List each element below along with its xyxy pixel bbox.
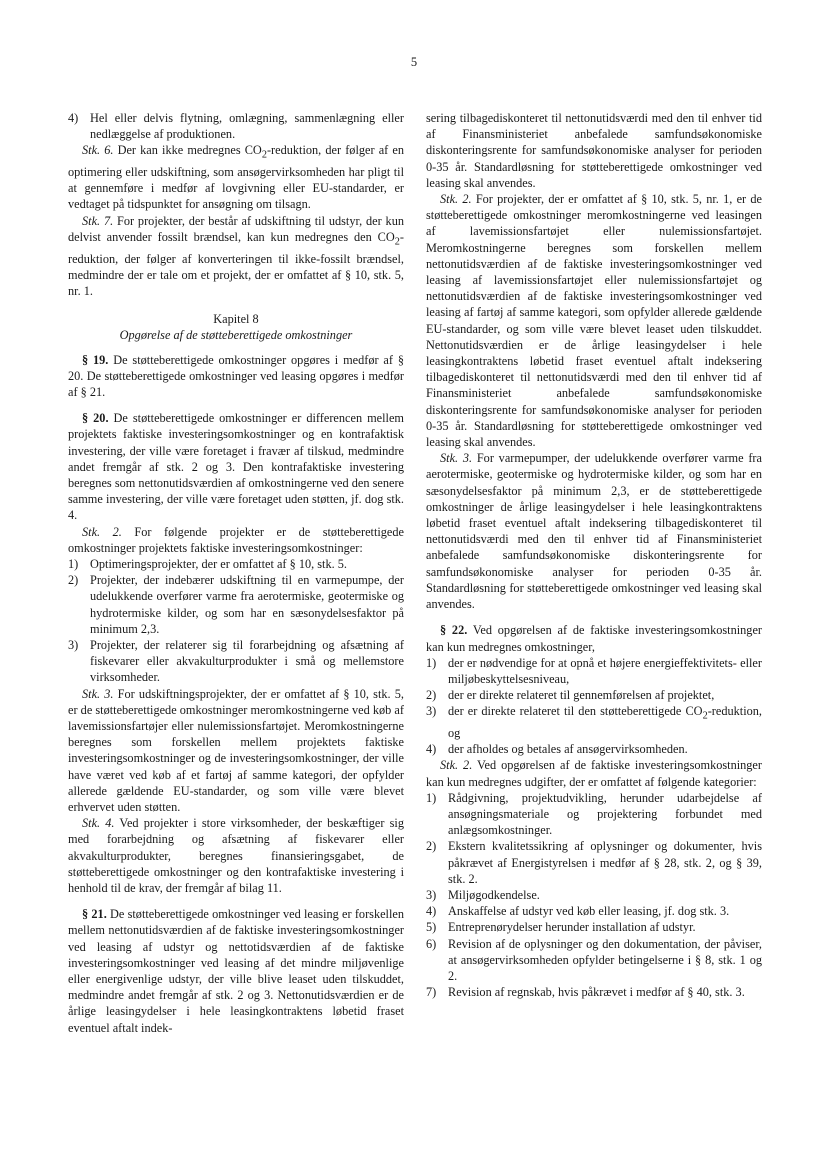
list-item: 4) der afholdes og betales af ansøgervirksomheden. (426, 742, 688, 757)
section-21: § 21. De støtteberettigede omkostninger ved leasing er forskellen mellem nettonutidsværdien af de faktiske investeringsomkostninger ved leasing af udstyr og nettotidsværdien af de faktiske investeringsomkostninger ved leasing af det mindre miljøvenlige eller energivenlige udstyr, der ville blive leaset uden tilskuddet, medmindre andet fremgår af stk. 2 og 3. Nettonutidsværdien er de årlige leasingydelser i hele leasingkontraktens løbetid fraset eventuel aftalt indek- (68, 907, 404, 1035)
paragraph-stk3: Stk. 3. For varmepumper, der udelukkende overfører varme fra aerotermiske, geotermiske og hydrotermiske kilder, og som har en sæsonydelsesfaktor på minimum 2,3, er de støtteberettigede omkostninger de årlige leasingydelser i hele leasingkontraktens løbetid fraset eventuel aftalt indeksering tilbagediskonteret til nettonutidsværdi med den til enhver tid af Finansministeriet anbefalede samfundsøkonomiske diskonteringsrente for samfundsøkonomiske analyser for perioden 0-35 år. Standardløsning for støtteberettigede omkostninger ved leasing skal anvendes. (426, 451, 762, 612)
list-item: 4) Hel eller delvis flytning, omlægning, sammenlægning eller nedlæggelse af produktionen. (68, 111, 404, 142)
paragraph-stk3: Stk. 3. For udskiftningsprojekter, der er omfattet af § 10, stk. 5, er de støtteberettigede omkostninger meromkostningerne ved køb af lavemissionsfartøjer eller nulemissionsfartøjet. Meromkostningerne beregnes som forskellen mellem projektets faktiske investeringsomkostninger og de investeringsomkostninger, der ville have været ved køb af et fartøj af samme kategori, der opfylder allerede gældende EU-standarder, og som ville være blevet erhvervet uden støtten. (68, 686, 404, 815)
paragraph-stk2: Stk. 2. For følgende projekter er de støtteberettigede omkostninger projektets faktiske investeringsomkostninger: (68, 524, 404, 555)
list-item: 2) der er direkte relateret til gennemførelsen af projektet, (426, 688, 715, 703)
list-item: 3) Projekter, der relaterer sig til forarbejdning og afsætning af fiskevarer eller akvakulturprodukter i små og mellemstore virksomheder. (68, 638, 404, 685)
page-number: 5 (410, 55, 418, 69)
chapter-title: Kapitel 8 (213, 312, 259, 327)
section-21-continued: sering tilbagediskonteret til nettonutidsværdi med den til enhver tid af Finansministeriet anbefalede samfundsøkonomiske diskonteringsrente for samfundsøkonomiske analyser for perioden 0-35 år. Standardløsning for støtteberettigede omkostninger ved leasing skal anvendes. (426, 111, 762, 190)
paragraph-stk6: Stk. 6. Der kan ikke medregnes $CO_2$-reduktion, der følger af en optimering eller udskiftning, som ansøgervirksomheden har pligt til at gennemføre i medfør af lovgivning eller EU-standarder, er vedtaget på tidspunktet for ansøgning om tilsagn. (68, 143, 404, 212)
list-item: 2) Ekstern kvalitetssikring af oplysninger og dokumenter, hvis påkrævet af Energistyrelsen i medfør af § 28, stk. 2, og § 39, stk. 2. (426, 839, 762, 886)
list-item: 2) Projekter, der indebærer udskiftning til en varmepumpe, der udelukkende overfører varme fra aerotermiske, geotermiske og hydrotermiske kilder, og som har en sæsonydelsesfaktor på minimum 2,3. (68, 573, 404, 636)
list-item: 7) Revision af regnskab, hvis påkrævet i medfør af § 40, stk. 3. (426, 985, 745, 1000)
section-20: § 20. De støtteberettigede omkostninger er differencen mellem projektets faktiske investeringsomkostninger og en kontrafaktisk investering, der ville være foretaget i fravær af tilskud, medmindre andet fremgår af stk. 2 og 3. Den kontrafaktiske investering beregnes som nettonutidsværdien af omkostningerne ved den senere samme investering, der ville være foretaget uden støtten, jf. dog stk. 4. (68, 411, 404, 523)
left-column (68, 110, 404, 1036)
paragraph-stk2: Stk. 2. Ved opgørelsen af de faktiske investeringsomkostninger kan kun medregnes udgifter, der er omfattet af følgende kategorier: (426, 758, 762, 789)
paragraph-stk7: Stk. 7. For projekter, der består af udskiftning til udstyr, der kun delvist anvender fossilt brændsel, kan kun medregnes den $CO_2$-reduktion, der følger af konverteringen til ikke-fossilt brændsel, medmindre der er tale om et projekt, der er omfattet af § 10, stk. 5, nr. 1. (68, 213, 404, 298)
section-19: § 19. De støtteberettigede omkostninger opgøres i medfør af § 20. De støtteberettigede omkostninger ved leasing opgøres i medfør af § 21. (68, 352, 404, 399)
section-22: § 22. Ved opgørelsen af de faktiske investeringsomkostninger kan kun medregnes omkostninger, (426, 623, 762, 654)
list-item: 1) der er nødvendige for at opnå et højere energieffektivitets- eller miljøbeskyttelsesniveau, (426, 655, 762, 686)
list-item: 3) Miljøgodkendelse. (426, 888, 540, 902)
list-item: 1) Rådgivning, projektudvikling, herunder udarbejdelse af ansøgningsmateriale og projektering forbundet med anlægsomkostninger. (426, 790, 762, 838)
list-item: 4) Anskaffelse af udstyr ved køb eller leasing, jf. dog stk. 3. (426, 904, 730, 919)
list-item: 1) Optimeringsprojekter, der er omfattet af § 10, stk. 5. (68, 556, 347, 571)
right-column (426, 110, 762, 1000)
list-item: 6) Revision af de oplysninger og den dokumentation, der påviser, at ansøgervirksomheden opfylder betingelserne i § 8, stk. 1 og 2. (426, 936, 762, 984)
paragraph-stk4: Stk. 4. Ved projekter i store virksomheder, der beskæftiger sig med forarbejdning og afsætning af fiskevarer eller akvakulturprodukter, beregnes finansieringsgabet, de støtteberettigede omkostninger og den kontrafaktiske investering i henhold til de krav, der fremgår af bilag 11. (68, 816, 404, 896)
paragraph-stk2: Stk. 2. For projekter, der er omfattet af § 10, stk. 5, nr. 1, er de støtteberettigede omkostninger meromkostningerne ved leasingen af lavemissionsfartøjet eller nulemissionsfartøjet. Meromkostningerne beregnes som forskellen mellem nettonutidsværdien af de faktiske investeringsomkostninger ved leasing af lavemissionsfartøjet eller nulemissionsfartøjet og nettonutidsværdien af de faktiske investeringsomkostninger ved leasing af fartøj af samme kategori, som opfylder allerede gældende EU-standarder, og som ville være blevet leaset uden tilskuddet. Nettonutidsværdien er de årlige leasingydelser i hele leasingkontraktens løbetid fraset eventuel aftalt indeksering tilbagediskonteret til nettonutidsværdi med den til enhver tid af Finansministeriet anbefalede samfundsøkonomiske diskonteringsrente for samfundsøkonomiske analyser for perioden 0-35 år. Standardløsning for støtteberettigede omkostninger ved leasing skal anvendes. (426, 192, 762, 450)
chapter-subtitle: Opgørelse af de støtteberettigede omkostninger (119, 328, 353, 343)
list-item: 3) der er direkte relateret til den støtteberettigede $CO_2$-reduktion, og (426, 704, 762, 740)
list-item: 5) Entreprenørydelser herunder installation af udstyr. (426, 920, 696, 935)
